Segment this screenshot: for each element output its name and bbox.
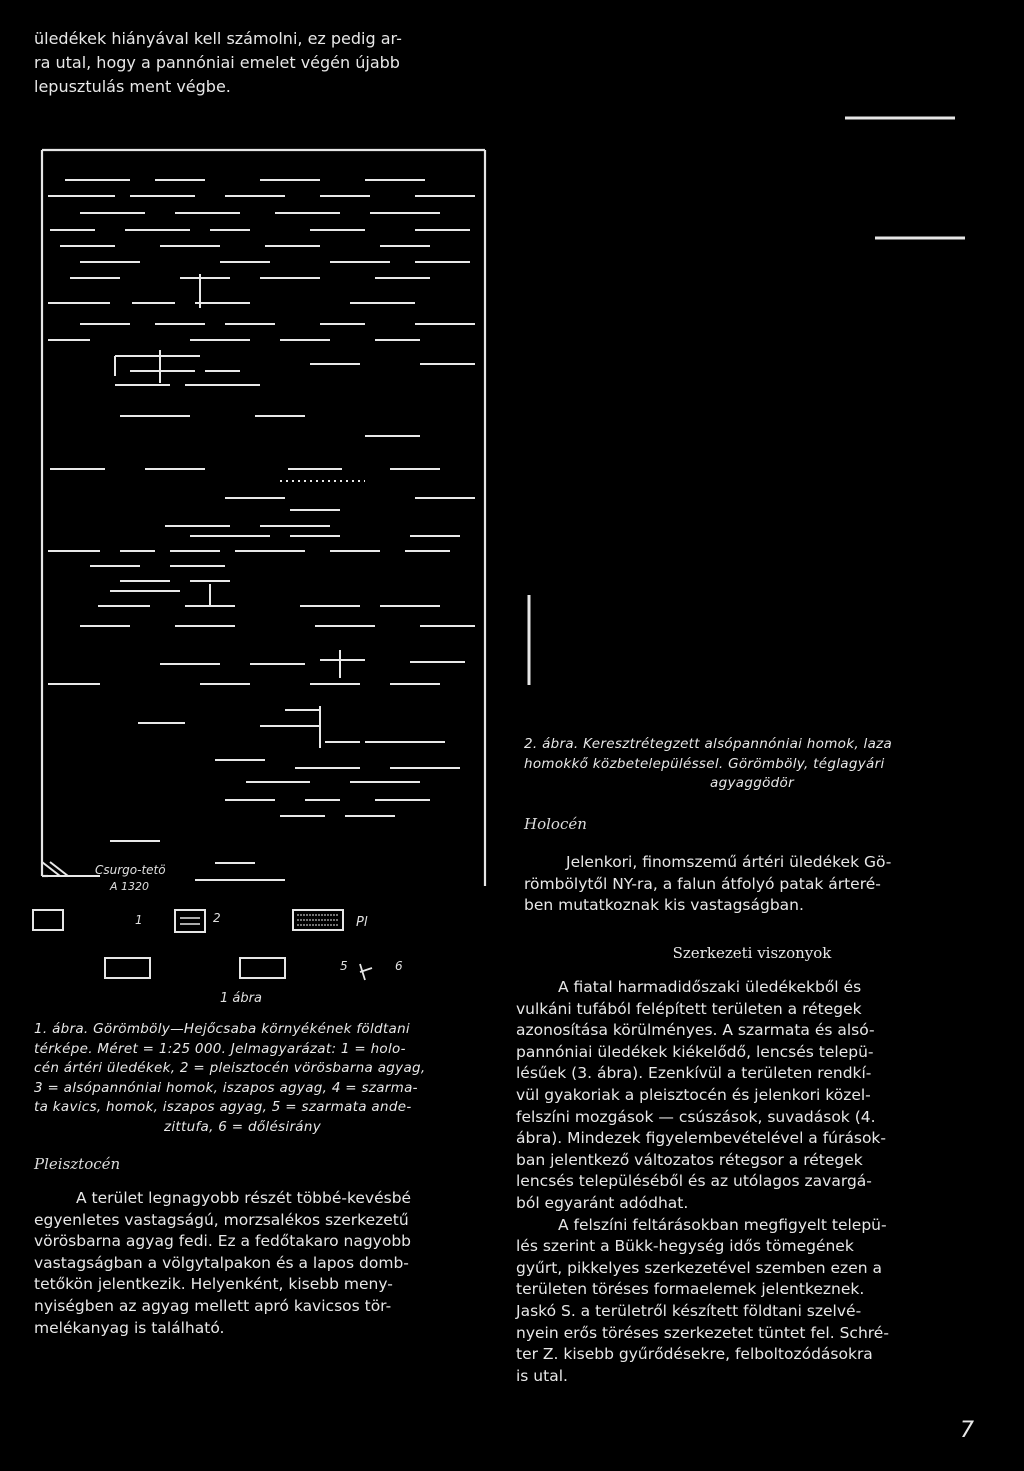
legend-label-5: 5 (340, 959, 348, 973)
map-legend (33, 910, 403, 1006)
text-line: melékanyag is található. (34, 1318, 225, 1337)
text-line: ábra). Mindezek figyelembevételével a fúrások- (516, 1129, 887, 1148)
text-line: vastagságban a völgytalpakon és a lapos domb- (34, 1253, 409, 1272)
caption-line: térképe. Méret = 1:25 000. Jelmagyarázat: 1 = holo- (34, 1040, 406, 1057)
text-line: gyűrt, pikkelyes szerkezetével szemben ezen a (516, 1258, 882, 1277)
section-heading-holocen: Holocén (524, 815, 587, 833)
caption-line: 1. ábra. Görömböly—Hejőcsaba környékének földtani (34, 1021, 410, 1037)
top-paragraph (34, 27, 504, 99)
text-line: ra utal, hogy a pannóniai emelet végén újabb (34, 53, 400, 72)
text-line: üledékek hiányával kell számolni, ez pedig ar- (34, 29, 402, 48)
text-line: A fiatal harmadidőszaki üledékekből és (558, 978, 862, 996)
geological-map-figure (20, 138, 500, 1018)
text-line: ban jelentkező változatos rétegsor a rétegek (516, 1150, 863, 1169)
map-label-elevation: A 1320 (110, 880, 150, 893)
text-line: nyein erős töréses szerkezetet tüntet fel. Schré- (516, 1323, 889, 1342)
figure-inner-title: 1 ábra (220, 991, 262, 1006)
legend-label-2: 2 (213, 911, 221, 925)
text-line: lepusztulás ment végbe. (34, 77, 231, 96)
caption-line: zittufa, 6 = dőlésirány (164, 1118, 322, 1135)
pleisztocen-paragraph (34, 1188, 502, 1339)
legend-box-2 (175, 910, 205, 932)
legend-label-3: Pl (356, 915, 368, 930)
map-pattern-lines (42, 180, 475, 880)
caption-line: cén ártéri üledékek, 2 = pleisztocén vörösbarna agyag, (34, 1060, 426, 1077)
legend-box-4 (105, 958, 150, 978)
text-line: ból egyaránt adódhat. (516, 1193, 689, 1212)
dip-direction-icon (360, 964, 372, 980)
text-line: lencsés településéből és az utólagos zavargá- (516, 1172, 872, 1191)
legend-box-5 (240, 958, 285, 978)
text-line: lésűek (3. ábra). Ezenkívül a területen rendkí- (516, 1064, 872, 1083)
legend-label-6: 6 (395, 959, 403, 973)
text-line: lés szerint a Bükk-hegység idős tömegének (516, 1237, 854, 1256)
photo-figure-2 (515, 100, 995, 720)
map-label-csurgo: Csurgo-tetö (95, 863, 166, 877)
caption-line: 3 = alsópannóniai homok, iszapos agyag, 4 = szarma- (34, 1079, 418, 1096)
legend-box-1 (33, 910, 63, 930)
text-line: tetőkön jelentkezik. Helyenként, kisebb meny- (34, 1275, 393, 1294)
text-line: Jelenkori, finomszemű ártéri üledékek Gö- (566, 853, 892, 871)
text-line: vül gyakoriak a pleisztocén és jelenkori közel- (516, 1085, 871, 1104)
figure1-caption (34, 1020, 502, 1138)
text-line: nyiségben az agyag mellett apró kavicsos tör- (34, 1296, 392, 1315)
section-heading-pleisztocen: Pleisztocén (34, 1155, 121, 1173)
text-line: vulkáni tufából felépített területen a rétegek (516, 999, 862, 1018)
caption-line: 2. ábra. Keresztrétegzett alsópannóniai homok, laza (524, 736, 893, 752)
section-heading-szerkezeti: Szerkezeti viszonyok (672, 944, 832, 962)
page-number: 7 (960, 1418, 974, 1443)
text-line: pannóniai üledékek kiékelődő, lencsés telepü- (516, 1042, 874, 1061)
text-line: felszíni mozgások — csúszások, suvadások (4. (516, 1107, 876, 1126)
text-line: A felszíni feltárásokban megfigyelt telepü- (558, 1215, 887, 1234)
holocen-paragraph (524, 852, 980, 917)
text-line: römbölytől NY-ra, a falun átfolyó patak árteré- (524, 874, 881, 893)
caption-line: homokkő közbetelepüléssel. Görömböly, téglagyári (524, 755, 885, 772)
text-line: azonosítása körülményes. A szarmata és alsó- (516, 1021, 875, 1040)
figure2-caption (524, 735, 980, 794)
text-line: vörösbarna agyag fedi. Ez a fedőtakaro nagyobb (34, 1232, 412, 1251)
text-line: is utal. (516, 1366, 568, 1385)
text-line: területen töréses formaelemek jelentkeznek. (516, 1280, 865, 1299)
caption-line: agyaggödör (710, 775, 794, 792)
szerkezeti-paragraph (516, 977, 980, 1387)
legend-label-1: 1 (135, 913, 143, 927)
caption-line: ta kavics, homok, iszapos agyag, 5 = szarmata ande- (34, 1099, 412, 1116)
text-line: Jaskó S. a területről készített földtani szelvé- (516, 1301, 862, 1320)
text-line: ben mutatkoznak kis vastagságban. (524, 896, 804, 915)
text-line: egyenletes vastagságú, morzsalékos szerkezetű (34, 1210, 409, 1229)
text-line: ter Z. kisebb gyűrődésekre, felboltozódásokra (516, 1345, 873, 1364)
text-line: A terület legnagyobb részét többé-kevésbé (76, 1189, 412, 1207)
map-frame (42, 150, 485, 886)
